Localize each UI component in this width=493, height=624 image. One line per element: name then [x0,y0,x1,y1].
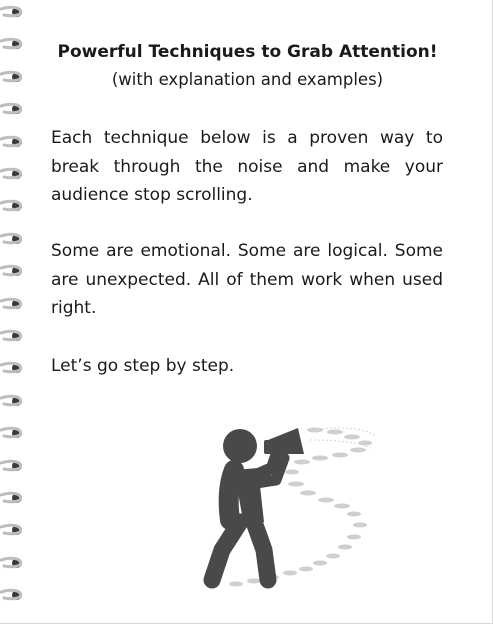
spiral-ring-icon [0,556,24,570]
spiral-ring-icon [0,297,24,311]
page-subtitle: (with explanation and examples) [111,70,384,89]
spiral-ring-icon [0,426,24,440]
spiral-ring-icon [0,588,24,602]
closing-paragraph: Let’s go step by step. [51,356,235,376]
spiral-ring-icon [0,135,24,149]
spiral-ring-icon [0,232,24,246]
intro-paragraph: Each technique below is a proven way to break through the noise and make your audience stop scrolling. [51,128,443,205]
page-title: Powerful Techniques to Grab Attention! [57,42,438,62]
spiral-ring-icon [0,264,24,278]
spiral-ring-icon [0,459,24,473]
spiral-ring-icon [0,361,24,375]
spiral-ring-icon [0,329,24,343]
spiral-ring-icon [0,5,24,19]
spiral-ring-icon [0,199,24,213]
spiral-ring-icon [0,394,24,408]
spiral-ring-icon [0,167,24,181]
spiral-ring-icon [0,70,24,84]
spiral-ring-icon [0,523,24,537]
spiral-ring-icon [0,102,24,116]
types-paragraph: Some are emotional. Some are logical. Some are unexpected. All of them work when used right. [51,241,443,318]
person-with-megaphone-icon [190,410,390,595]
spiral-ring-icon [0,37,24,51]
person-figure [212,428,304,580]
spiral-ring-icon [0,491,24,505]
spiral-binding [0,0,30,624]
